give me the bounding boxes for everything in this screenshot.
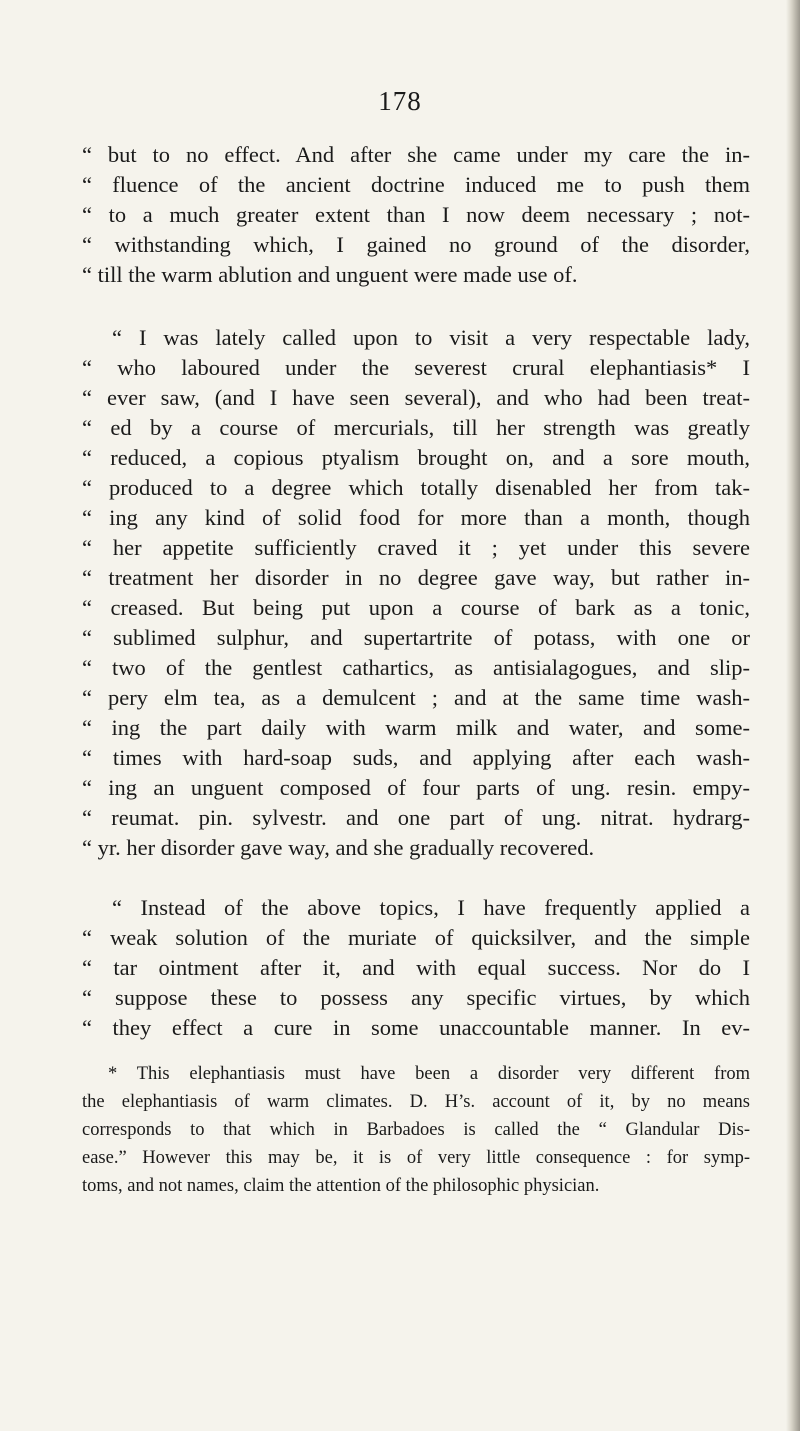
footnote-line: toms, and not names, claim the attention of the philosophic physician. (82, 1176, 600, 1196)
footnote-line: * This elephantiasis must have been a disorder very different from (108, 1064, 750, 1084)
footnote-line: the elephantiasis of warm climates. D. H’s. account of it, by no means (82, 1092, 750, 1112)
text-line: “ Instead of the above topics, I have frequently applied a (112, 895, 750, 920)
text-line: “ ed by a course of mercurials, till her strength was greatly (82, 415, 750, 440)
footnote-line: ease.” However this may be, it is of very little consequence : for symp- (82, 1148, 750, 1168)
text-line: “ ever saw, (and I have seen several), and who had been treat- (82, 385, 750, 410)
page-number: 178 (378, 86, 422, 116)
text-line: “ tar ointment after it, and with equal success. Nor do I (82, 955, 750, 980)
text-line: “ ing an unguent composed of four parts of ung. resin. empy- (82, 775, 750, 800)
text-line: “ reumat. pin. sylvestr. and one part of ung. nitrat. hydrarg- (82, 805, 750, 830)
page-gutter-shadow (786, 0, 800, 1431)
text-line: “ suppose these to possess any specific virtues, by which (82, 985, 750, 1010)
text-line: “ two of the gentlest cathartics, as antisialagogues, and slip- (82, 655, 750, 680)
text-line: “ pery elm tea, as a demulcent ; and at the same time wash- (82, 685, 750, 710)
footnote-line: corresponds to that which in Barbadoes is called the “ Glandular Dis- (82, 1120, 750, 1140)
text-line: “ reduced, a copious ptyalism brought on, and a sore mouth, (82, 445, 750, 470)
text-line: “ ing the part daily with warm milk and water, and some- (82, 715, 750, 740)
text-line: “ her appetite sufficiently craved it ; yet under this severe (82, 535, 750, 560)
text-line: “ yr. her disorder gave way, and she gradually recovered. (82, 835, 595, 860)
text-line: “ weak solution of the muriate of quicksilver, and the simple (82, 925, 750, 950)
text-line: “ sublimed sulphur, and supertartrite of potass, with one or (82, 625, 750, 650)
text-line: “ ing any kind of solid food for more than a month, though (82, 505, 750, 530)
text-line: “ creased. But being put upon a course of bark as a tonic, (82, 595, 750, 620)
text-line: “ treatment her disorder in no degree gave way, but rather in- (82, 565, 750, 590)
text-line: “ but to no effect. And after she came under my care the in- (82, 142, 750, 167)
text-line: “ till the warm ablution and unguent were made use of. (82, 262, 578, 287)
text-line: “ they effect a cure in some unaccountable manner. In ev- (82, 1015, 750, 1040)
text-line: “ to a much greater extent than I now deem necessary ; not- (82, 202, 750, 227)
text-line: “ I was lately called upon to visit a very respectable lady, (112, 325, 750, 350)
text-line: “ fluence of the ancient doctrine induced me to push them (82, 172, 750, 197)
text-line: “ who laboured under the severest crural elephantiasis* I (82, 355, 750, 380)
text-line: “ withstanding which, I gained no ground of the disorder, (82, 232, 750, 257)
text-line: “ produced to a degree which totally disenabled her from tak- (82, 475, 750, 500)
text-line: “ times with hard-soap suds, and applying after each wash- (82, 745, 750, 770)
